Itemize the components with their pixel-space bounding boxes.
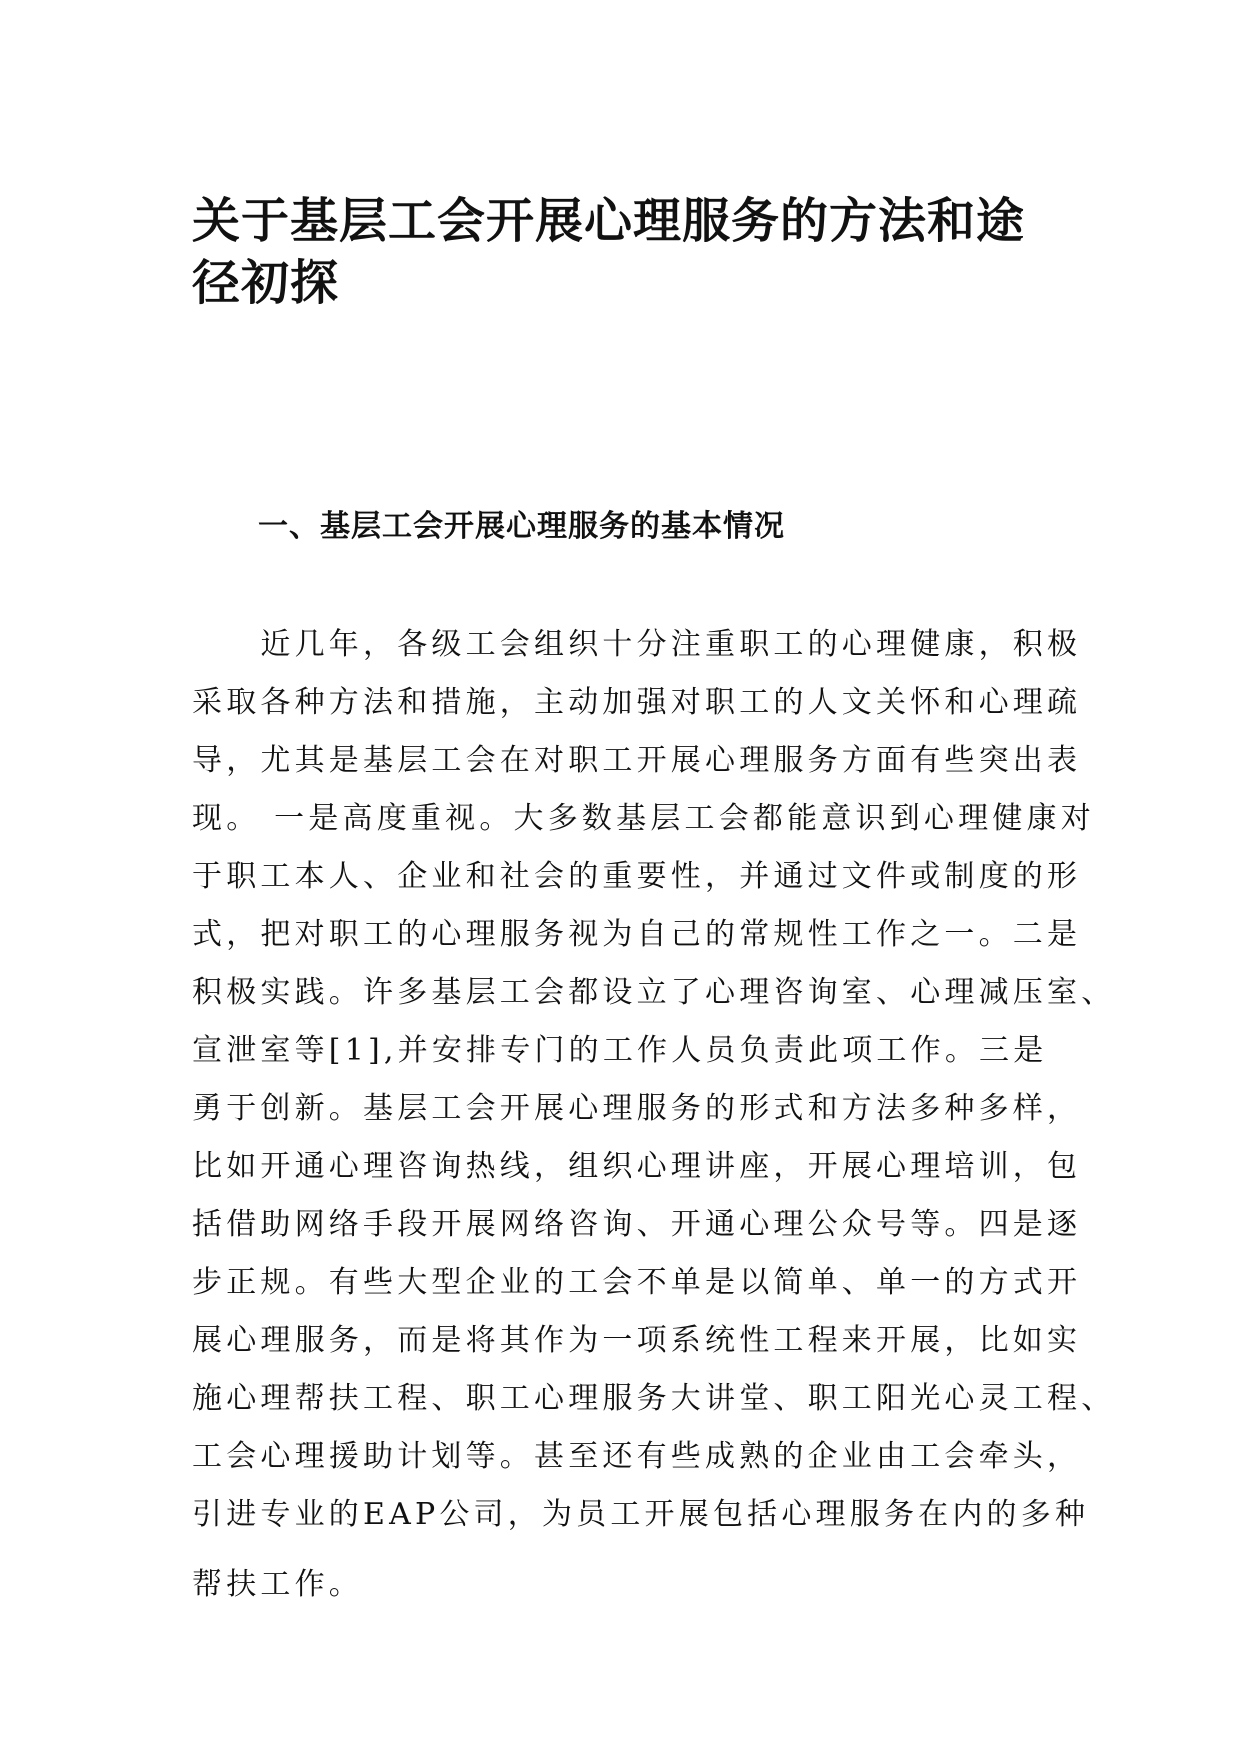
paragraph-line: 宣泄室等[1],并安排专门的工作人员负责此项工作。三是 xyxy=(192,1033,1048,1068)
paragraph-line: 近几年，各级工会组织十分注重职工的心理健康，积极 xyxy=(192,627,1082,662)
paragraph-line: 施心理帮扶工程、职工心理服务大讲堂、职工阳光心灵工程、 xyxy=(192,1381,1116,1416)
paragraph-line: 采取各种方法和措施，主动加强对职工的人文关怀和心理疏 xyxy=(192,685,1082,720)
paragraph-line: 步正规。有些大型企业的工会不单是以简单、单一的方式开 xyxy=(192,1265,1082,1300)
paragraph-line: 引进专业的EAP公司，为员工开展包括心理服务在内的多种 xyxy=(192,1497,1090,1532)
paragraph-line: 积极实践。许多基层工会都设立了心理咨询室、心理减压室、 xyxy=(192,975,1116,1010)
document-title: 关于基层工会开展心理服务的方法和途径初探 xyxy=(192,193,1026,311)
paragraph-line: 于职工本人、企业和社会的重要性，并通过文件或制度的形 xyxy=(192,859,1082,894)
paragraph-line: 比如开通心理咨询热线，组织心理讲座，开展心理培训，包 xyxy=(192,1149,1082,1184)
paragraph-line: 勇于创新。基层工会开展心理服务的形式和方法多种多样， xyxy=(192,1091,1082,1126)
paragraph-line: 现。 一是高度重视。大多数基层工会都能意识到心理健康对 xyxy=(192,801,1095,836)
paragraph-line: 帮扶工作。 xyxy=(192,1567,363,1602)
section-heading: 一、基层工会开展心理服务的基本情况 xyxy=(258,509,785,544)
paragraph-line: 导，尤其是基层工会在对职工开展心理服务方面有些突出表 xyxy=(192,743,1082,778)
paragraph-line: 工会心理援助计划等。甚至还有些成熟的企业由工会牵头， xyxy=(192,1439,1082,1474)
paragraph-line: 括借助网络手段开展网络咨询、开通心理公众号等。四是逐 xyxy=(192,1207,1082,1242)
body-paragraph xyxy=(192,616,1116,1614)
paragraph-line: 展心理服务，而是将其作为一项系统性工程来开展，比如实 xyxy=(192,1323,1082,1358)
paragraph-line: 式，把对职工的心理服务视为自己的常规性工作之一。二是 xyxy=(192,917,1082,952)
